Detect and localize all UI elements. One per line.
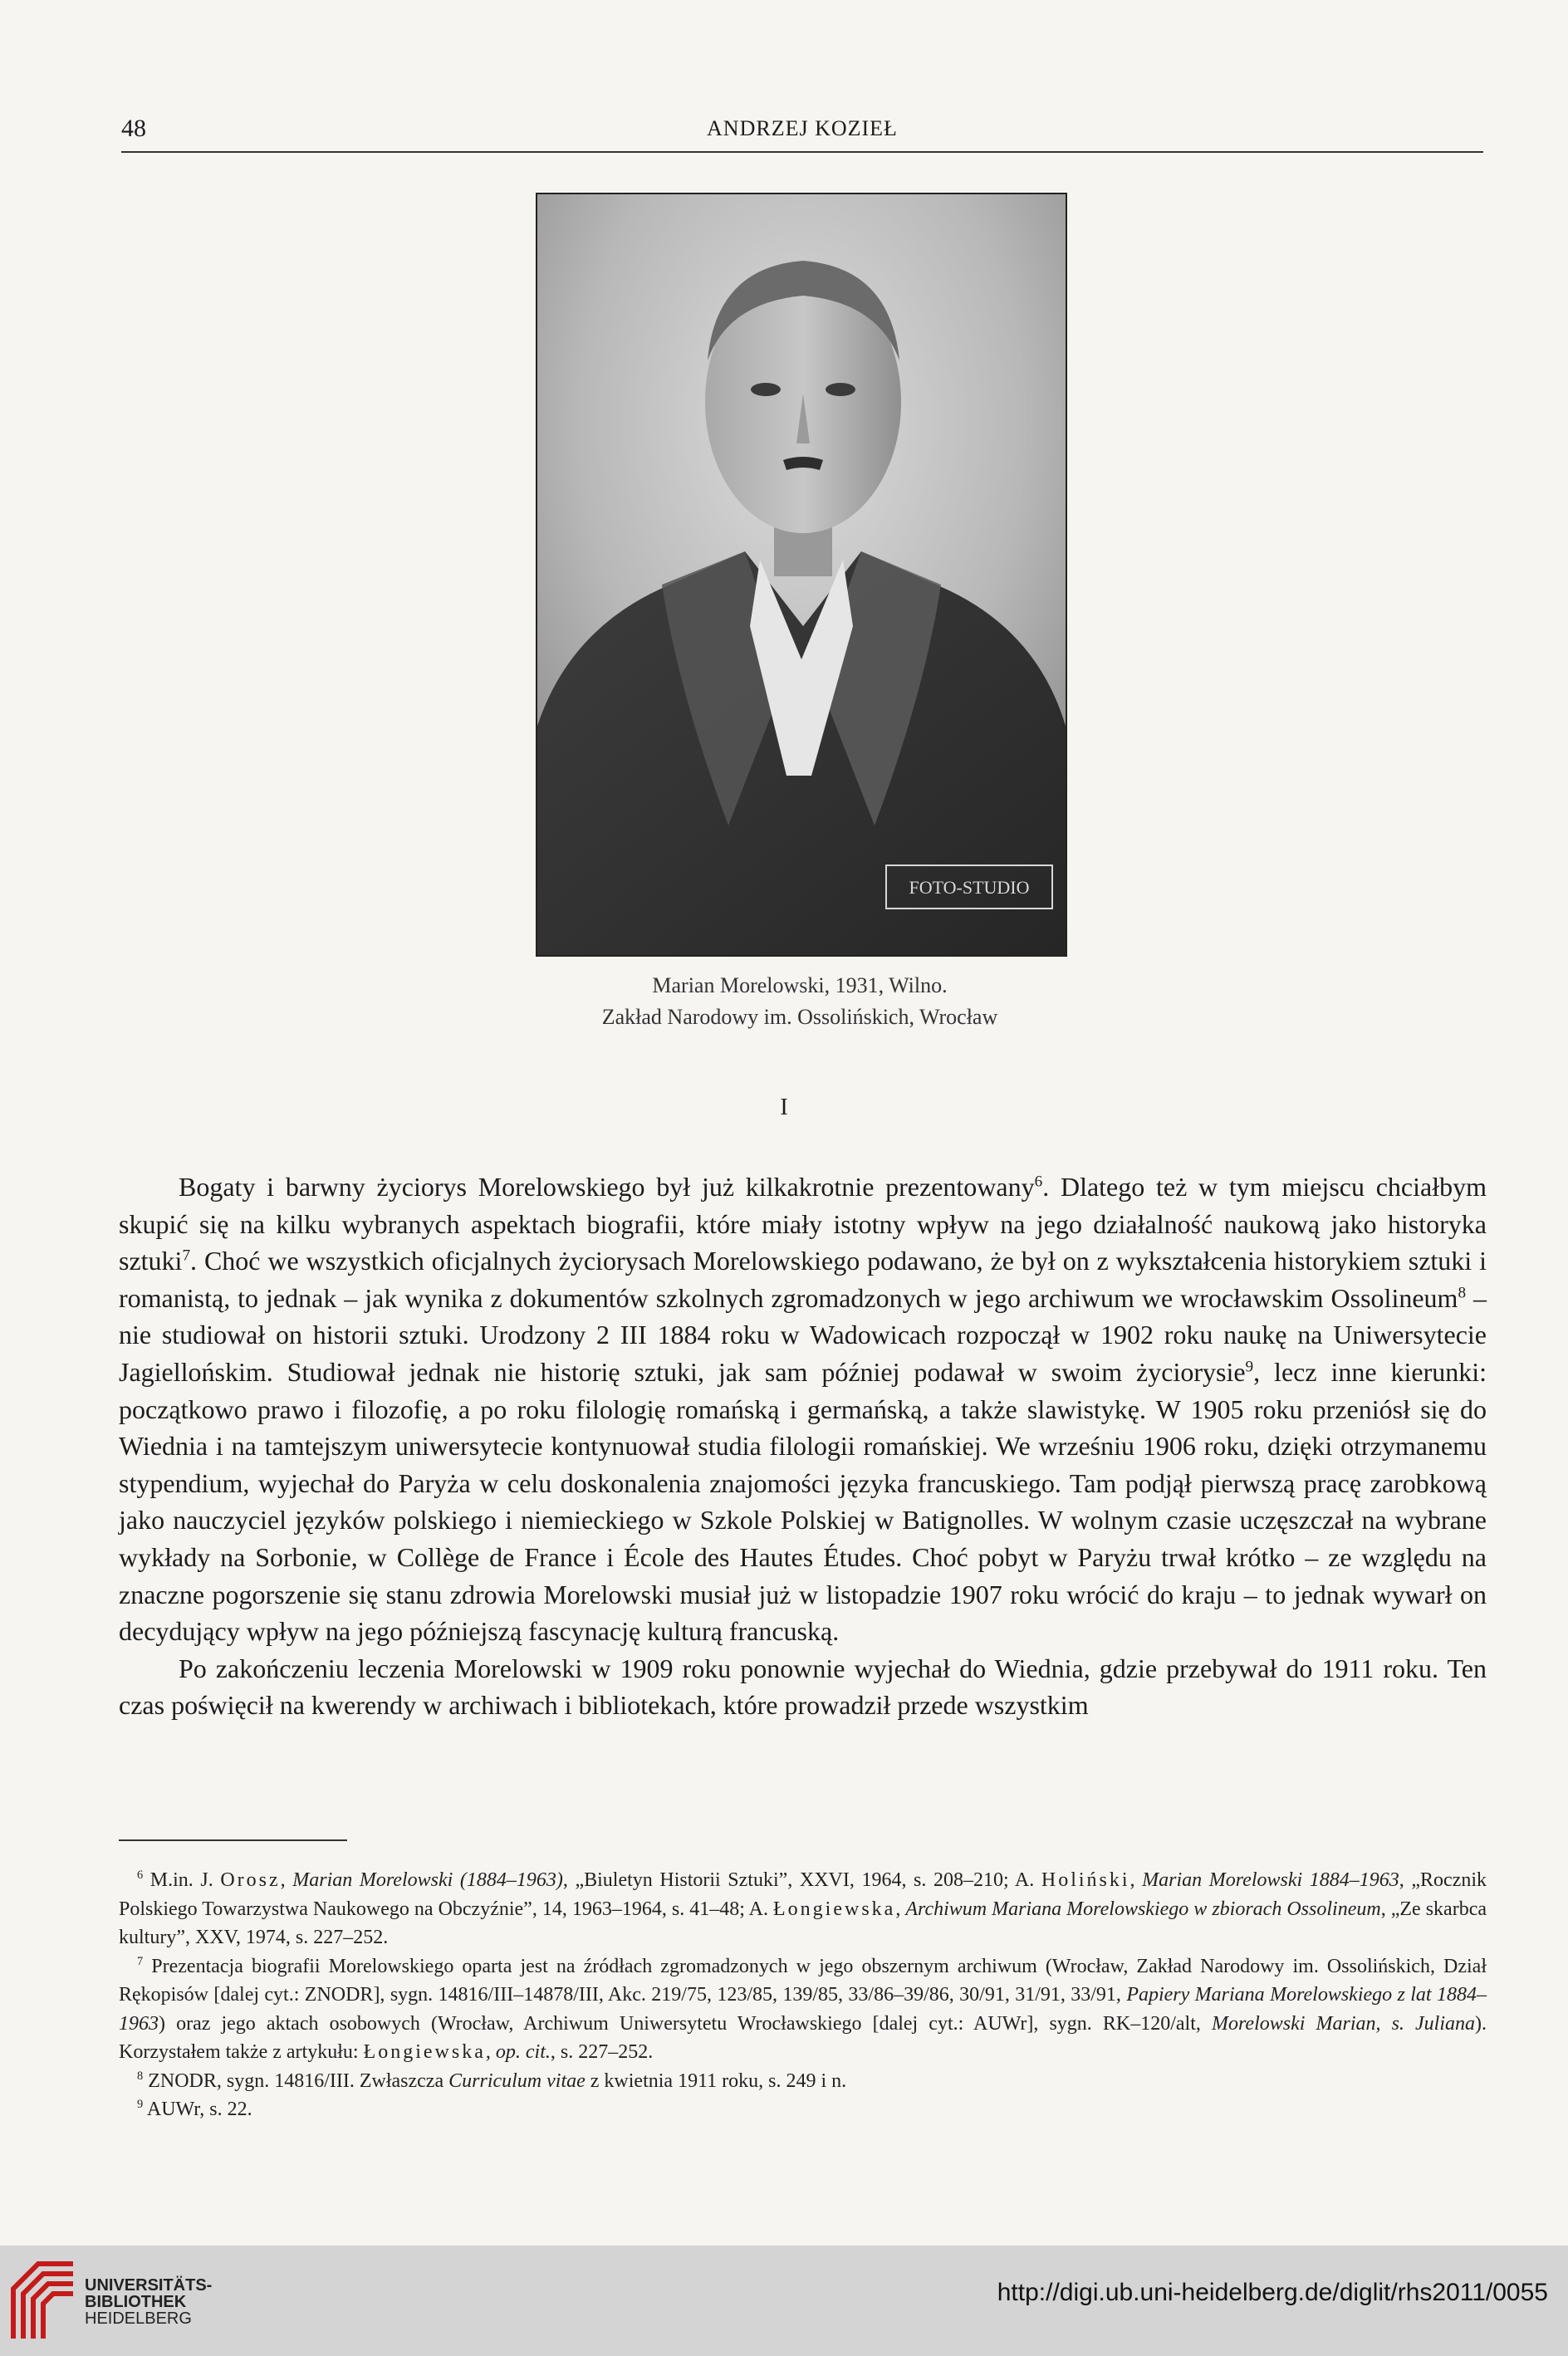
body-text <box>119 1168 1487 1724</box>
text-run: ) oraz jego aktach osobowych (Wrocław, Archiwum Uniwersytetu Wrocławskiego [dalej cyt.: AUWr], sygn. RK–120/alt, <box>159 2012 1212 2035</box>
text-run: – nie studiował on historii sztuki. Urodzony 2 III 1884 roku w Wadowicach rozpoczął w 1902 roku naukę na Uniwersytecie Jagiellońskim. Studiował jednak nie historię sztuki, jak sam później podawał w swoim życiorysie <box>119 1282 1487 1387</box>
text-run: M.in. J. <box>143 1869 221 1891</box>
library-logo-icon <box>5 2256 81 2347</box>
section-number: I <box>780 1095 788 1120</box>
footnote-number: 8 <box>137 2069 144 2083</box>
text-run: ). Korzystałem także z artykułu: <box>119 2012 1487 2063</box>
work-title: op. cit. <box>495 2041 551 2063</box>
author-name: Holiński <box>1041 1869 1130 1891</box>
text-run: Bogaty i barwny życiorys Morelowskiego był już kilkakrotnie prezentowany <box>179 1172 1035 1202</box>
footnote-8 <box>119 2067 1487 2096</box>
portrait-illustration <box>537 194 1066 955</box>
text-run: , <box>485 2041 496 2063</box>
caption-line-1: Marian Morelowski, 1931, Wilno. <box>652 973 948 997</box>
footnote-divider <box>119 1839 347 1841</box>
footnote-6 <box>119 1866 1487 1952</box>
author-name: Łongiewska <box>773 1898 896 1920</box>
library-name-line-3: HEIDELBERG <box>85 2309 192 2328</box>
footnote-ref: 9 <box>1245 1358 1254 1376</box>
paragraph <box>119 1168 1487 1650</box>
library-name-line-1: UNIVERSITÄTS- <box>85 2276 213 2295</box>
text-run: , <box>895 1898 906 1920</box>
text-run: , „Rocznik Polskiego Towarzystwa Naukowego na Obczyźnie”, 14, 1963–1964, s. 41–48; A. <box>119 1869 1487 1920</box>
paragraph: Po zakończeniu leczenia Morelowski w 1909 roku ponownie wyjechał do Wiednia, gdzie przebywał do 1911 roku. Ten czas poświęcił na kwerendy w archiwach i bibliotekach, które prowadził przede wszystkim <box>119 1653 1487 1721</box>
text-run: AUWr, s. 22. <box>143 2099 252 2120</box>
footer-bar <box>0 2246 1568 2356</box>
studio-stamp-text: FOTO-STUDIO <box>909 877 1030 898</box>
work-title: Morelowski Marian, s. Juliana <box>1211 2012 1475 2035</box>
work-title: Marian Morelowski 1884–1963 <box>1142 1869 1399 1891</box>
text-run: , s. 227–252. <box>550 2041 654 2063</box>
portrait-photo <box>536 193 1067 957</box>
text-run: z kwietnia 1911 roku, s. 249 i n. <box>585 2069 847 2092</box>
text-run: . Dlatego też w tym miejscu chciałbym skupić się na kilku wybranych aspektach biografii, które miały istotny wpływ na jego działalność naukową jako historyka sztuki <box>119 1172 1487 1276</box>
work-title: Marian Morelowski (1884–1963) <box>292 1869 563 1891</box>
library-name-line-2: BIBLIOTHEK <box>85 2293 187 2311</box>
footnotes <box>119 1866 1487 2124</box>
running-head: ANDRZEJ KOZIEŁ <box>707 116 898 140</box>
footnote-ref: 8 <box>1458 1284 1467 1302</box>
work-title: Papiery Mariana Morelowskiego z lat 1884–1963 <box>119 1984 1487 2035</box>
text-run: , „Biuletyn Historii Sztuki”, XXVI, 1964, s. 208–210; A. <box>562 1869 1041 1891</box>
author-name: Łongiewska <box>363 2041 486 2063</box>
footnote-9 <box>119 2095 1487 2124</box>
footnote-ref: 6 <box>1034 1173 1043 1191</box>
photo-caption <box>465 970 1134 1033</box>
right-eye <box>826 383 855 396</box>
footnote-7 <box>119 1952 1487 2067</box>
footnote-ref: 7 <box>182 1247 191 1265</box>
page-header <box>121 115 1483 153</box>
work-title: Archiwum Mariana Morelowskiego w zbiorach Ossolineum <box>905 1898 1381 1920</box>
footnote-number: 9 <box>137 2098 144 2111</box>
author-name: Orosz <box>220 1869 281 1891</box>
source-url-link[interactable]: http://digi.ub.uni-heidelberg.de/diglit/rhs2011/0055 <box>997 2279 1548 2306</box>
text-run: , lecz inne kierunki: początkowo prawo i filozofię, a po roku filologię romańską i germańską, a także slawistykę. W 1905 roku przeniósł się do Wiednia i na tamtejszym uniwersytecie kontynuował studia filologii romańskiej. We wrześniu 1906 roku, dzięki otrzymanemu stypendium, wyjechał do Paryża w celu doskonalenia znajomości języka francuskiego. Tam podjął pierwszą pracę zarobkową jako nauczyciel języków polskiego i niemieckiego w Szkole Polskiej w Batignolles. W wolnym czasie uczęszczał na wybrane wykłady na Sorbonie, w Collège de France i École des Hautes Études. Choć pobyt w Paryżu trwał krótko – ze względu na znaczne pogorszenie się stanu zdrowia Morelowski musiał już w listopadzie 1907 roku wrócić do kraju – to jednak wywarł on decydujący wpływ na jego późniejszą fascynację kulturą francuską. <box>119 1356 1487 1647</box>
text-run: , <box>1129 1869 1143 1891</box>
library-name <box>85 2277 212 2327</box>
footnote-number: 6 <box>137 1869 144 1882</box>
left-eye <box>751 383 781 396</box>
footnote-number: 7 <box>137 1954 144 1968</box>
page-number: 48 <box>121 115 146 142</box>
caption-line-2: Zakład Narodowy im. Ossolińskich, Wrocław <box>601 1005 998 1029</box>
text-run: , <box>280 1869 293 1891</box>
text-run: . Choć we wszystkich oficjalnych życiorysach Morelowskiego podawano, że był on z wykształcenia historykiem sztuki i romanistą, to jednak – jak wynika z dokumentów szkolnych zgromadzonych w jego archiwum we wrocławskim Ossolineum <box>119 1246 1487 1313</box>
text-run: ZNODR, sygn. 14816/III. Zwłaszcza <box>143 2069 449 2092</box>
text-run: , „Ze skarbca kultury”, XXV, 1974, s. 227–252. <box>119 1898 1487 1948</box>
work-title: Curriculum vitae <box>448 2069 586 2092</box>
text-run: Prezentacja biografii Morelowskiego oparta jest na źródłach zgromadzonych w jego obszernym archiwum (Wrocław, Zakład Narodowy im. Ossolińskich, Dział Rękopisów [dalej cyt.: ZNODR], sygn. 14816/III–14878/III, Akc. 219/75, 123/85, 139/85, 33/86–39/86, 30/91, 31/91, 33/91, <box>119 1955 1487 2006</box>
